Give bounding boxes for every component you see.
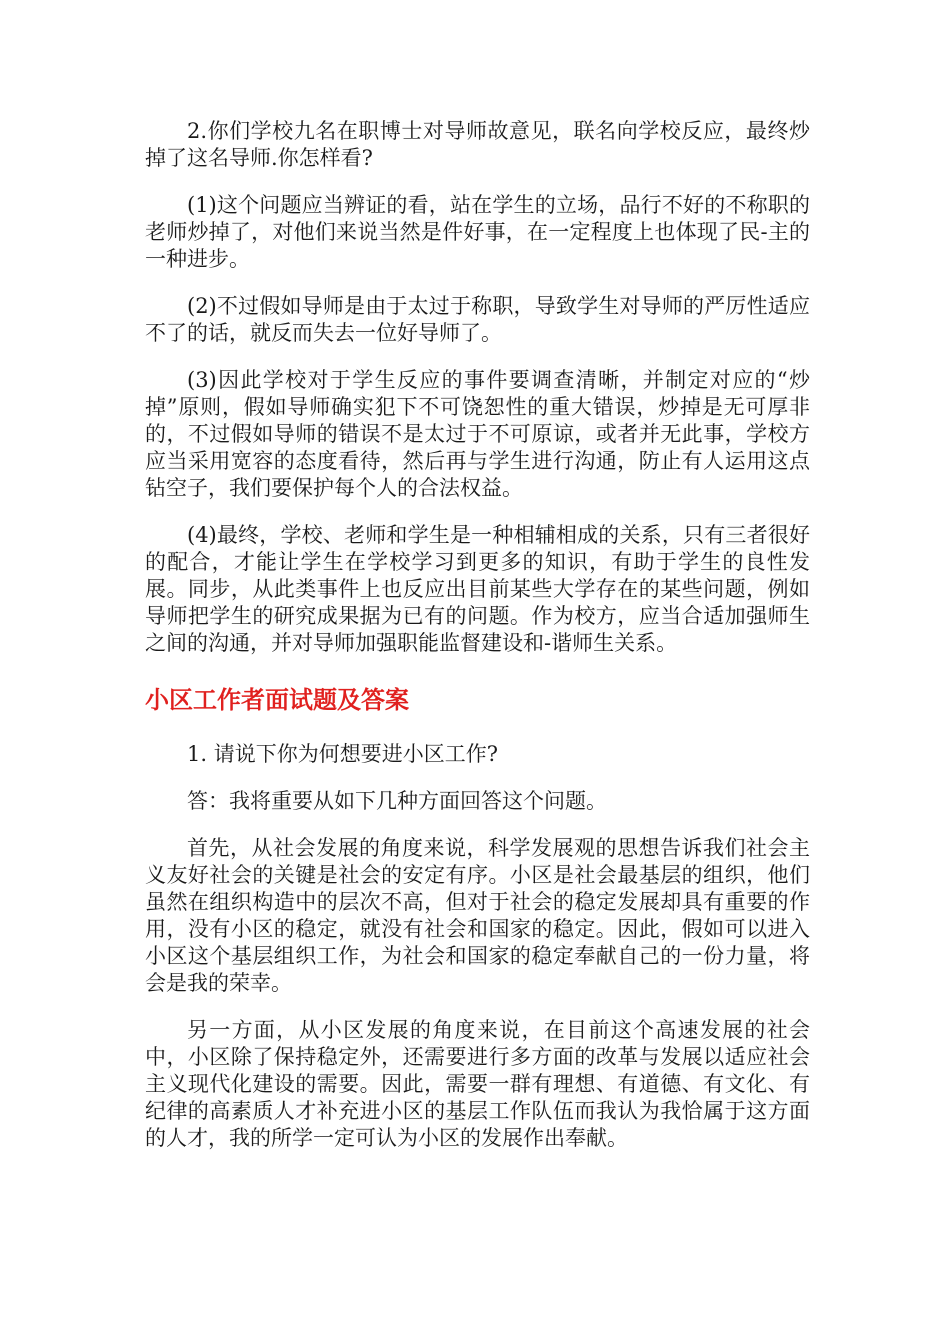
document-body	[145, 118, 810, 1172]
answer-point-1: (1)这个问题应当辨证的看，站在学生的立场，品行不好的不称职的老师炒掉了，对他们来说当然是件好事，在一定程度上也体现了民-主的一种进步。	[145, 193, 810, 271]
answer-paragraph-first: 首先，从社会发展的角度来说，科学发展观的思想告诉我们社会主义友好社会的关键是社会的安定有序。小区是社会最基层的组织，他们虽然在组织构造中的层次不高，但对于社会的稳定发展却具有重要的作用，没有小区的稳定，就没有社会和国家的稳定。因此，假如可以进入小区这个基层组织工作，为社会和国家的稳定奉献自己的一份力量，将会是我的荣幸。	[145, 836, 810, 995]
section-community-interview	[145, 741, 810, 1152]
answer-intro: 答：我将重要从如下几种方面回答这个问题。	[187, 789, 607, 813]
question-paragraph: 2.你们学校九名在职博士对导师故意见，联名向学校反应，最终炒掉了这名导师.你怎样看?	[145, 119, 810, 170]
section-doctoral-question	[145, 118, 810, 657]
section-heading: 小区工作者面试题及答案	[145, 686, 409, 714]
interview-question: 1. 请说下你为何想要进小区工作?	[187, 742, 498, 766]
answer-point-4: (4)最终，学校、老师和学生是一种相辅相成的关系，只有三者很好的配合，才能让学生在学校学习到更多的知识，有助于学生的良性发展。同步，从此类事件上也反应出目前某些大学存在的某些问题，例如导师把学生的研究成果据为已有的问题。作为校方，应当合适加强师生之间的沟通，并对导师加强职能监督建设和-谐师生关系。	[145, 523, 810, 655]
answer-paragraph-second: 另一方面，从小区发展的角度来说，在目前这个高速发展的社会中，小区除了保持稳定外，还需要进行多方面的改革与发展以适应社会主义现代化建设的需要。因此，需要一群有理想、有道德、有文化、有纪律的高素质人才补充进小区的基层工作队伍而我认为我恰属于这方面的人才，我的所学一定可认为小区的发展作出奉献。	[145, 1018, 810, 1150]
answer-point-3: (3)因此学校对于学生反应的事件要调查清晰，并制定对应的“炒掉”原则，假如导师确实犯下不可饶恕性的重大错误，炒掉是无可厚非的，不过假如导师的错误不是太过于不可原谅，或者并无此事，学校方应当采用宽容的态度看待，然后再与学生进行沟通，防止有人运用这点钻空子，我们要保护每个人的合法权益。	[145, 368, 810, 500]
answer-point-2: (2)不过假如导师是由于太过于称职，导致学生对导师的严厉性适应不了的话，就反而失去一位好导师了。	[145, 294, 810, 345]
